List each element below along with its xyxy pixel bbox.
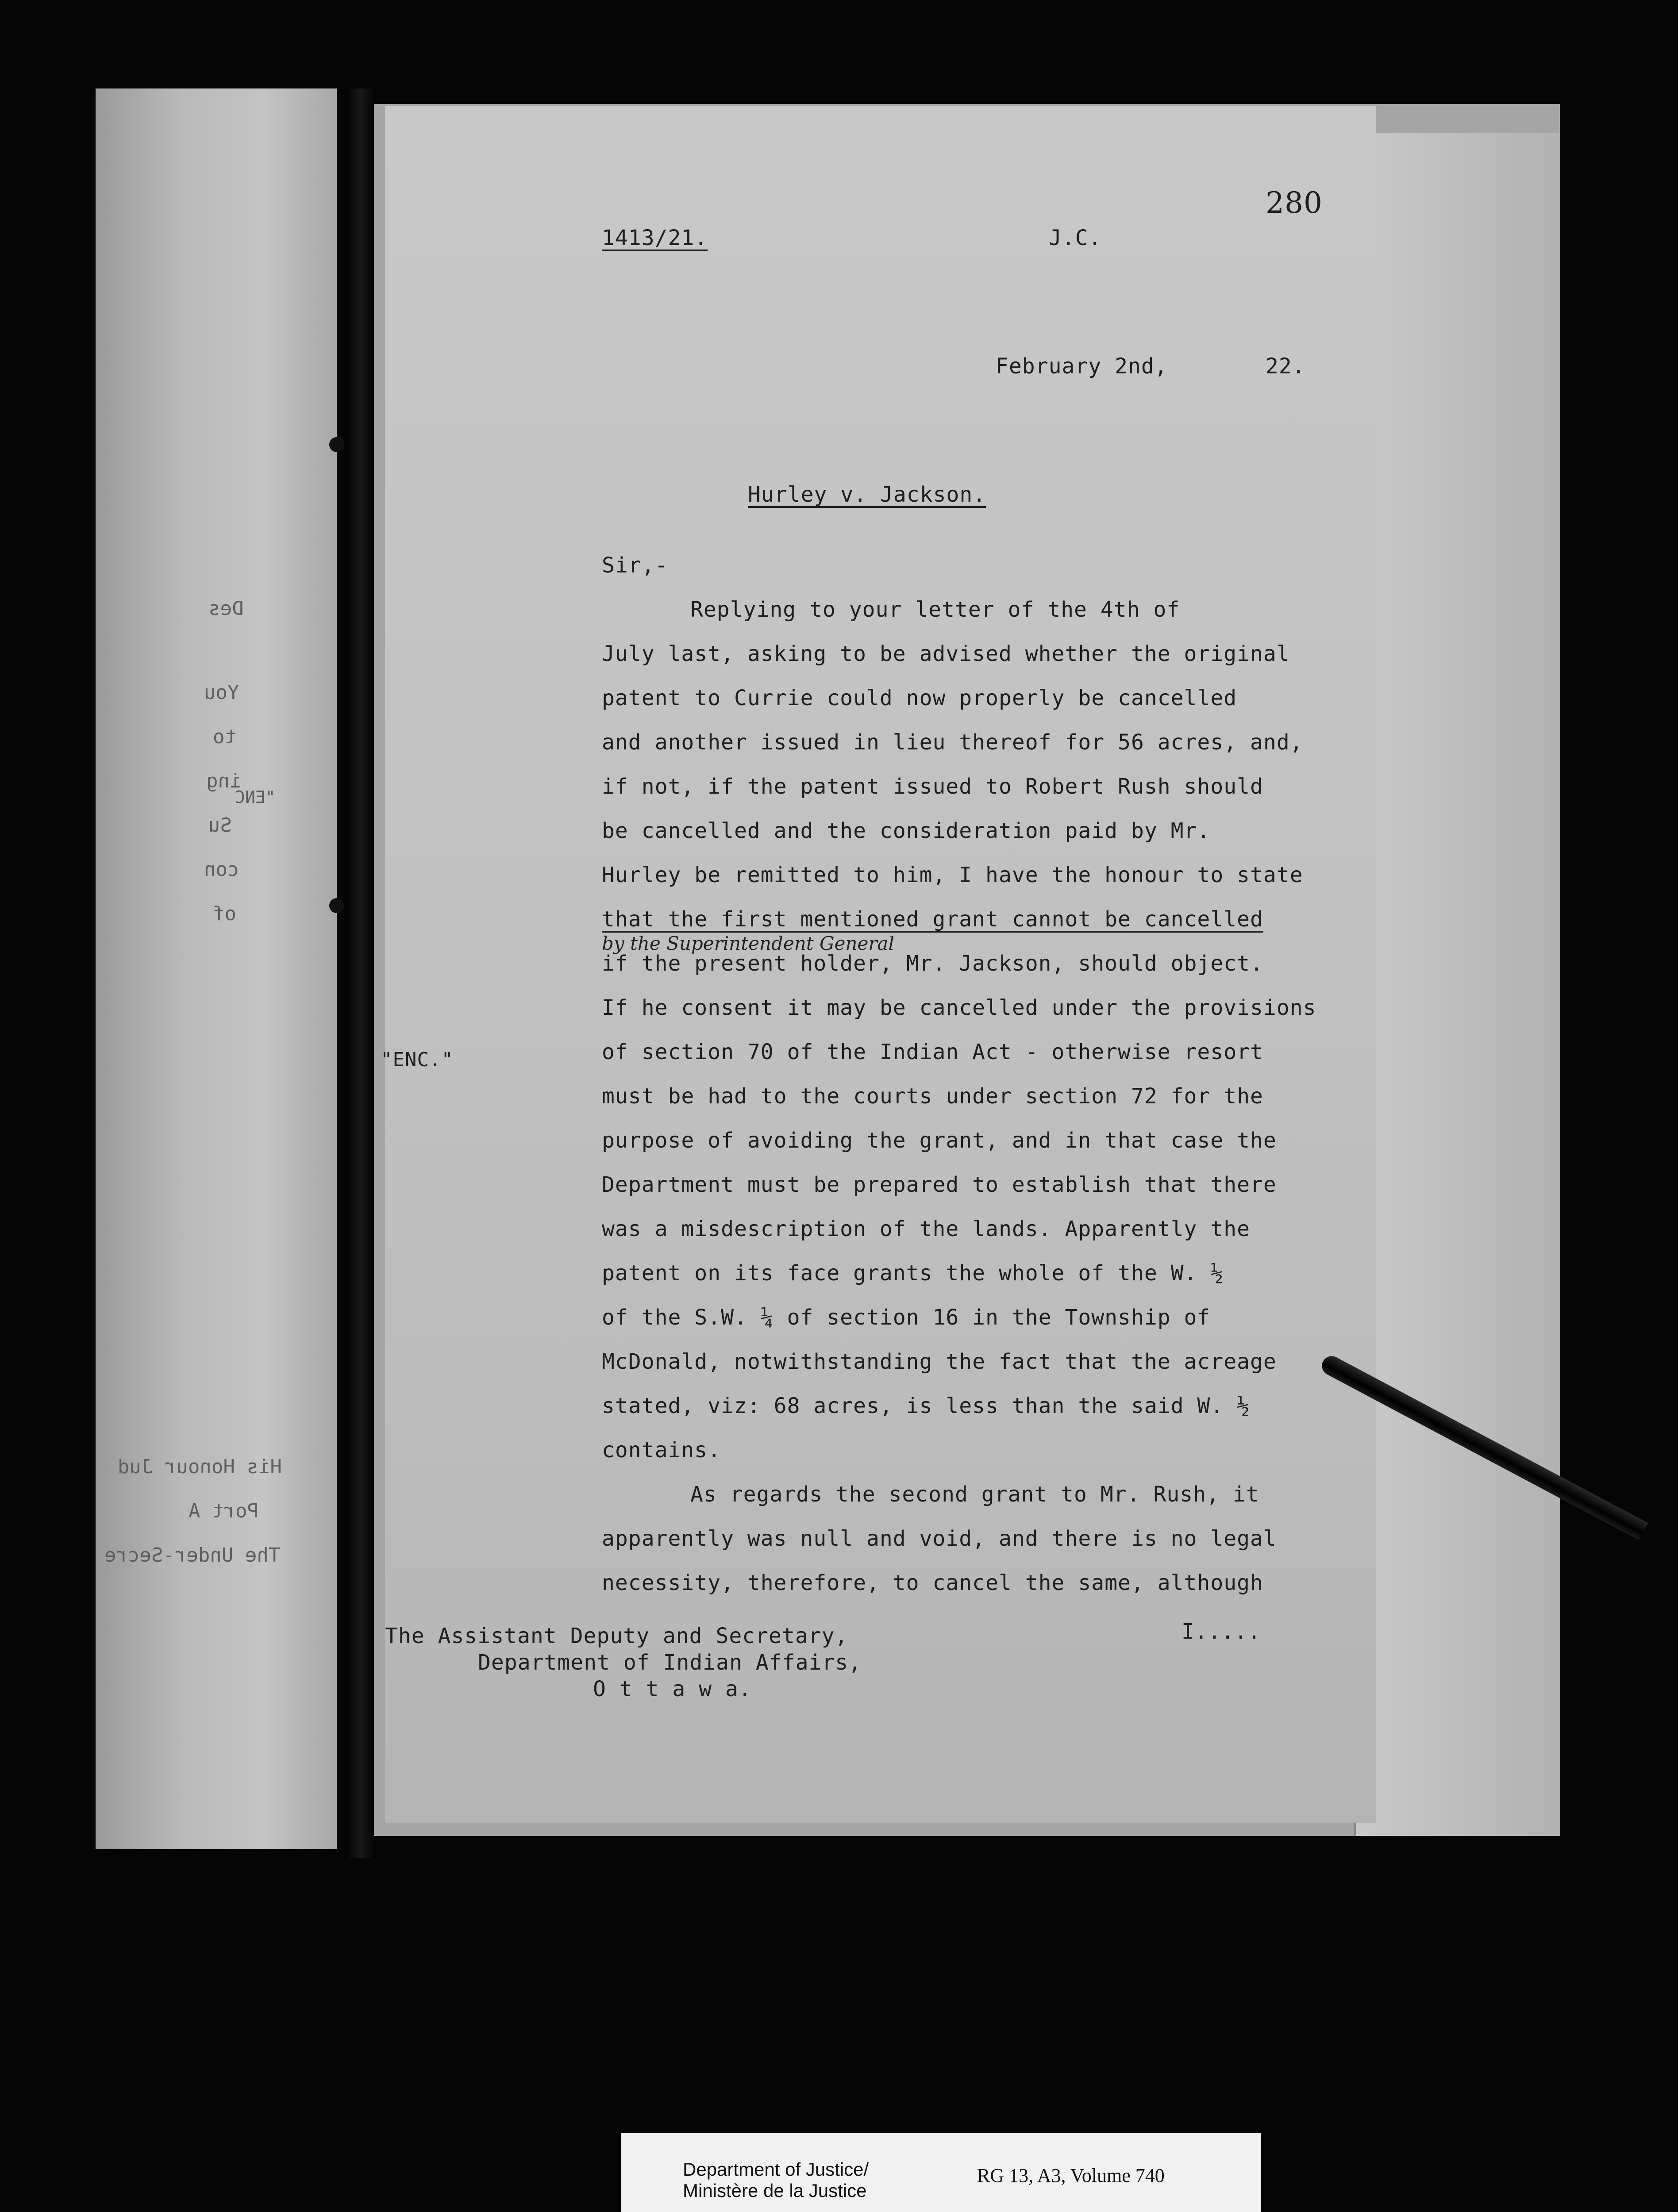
letter-date: February 2nd, xyxy=(996,354,1168,379)
left-page-fragment: His Honour Jud xyxy=(118,1455,282,1478)
body-line: McDonald, notwithstanding the fact that the acreage xyxy=(602,1349,1277,1374)
body-line: was a misdescription of the lands. Apparently the xyxy=(602,1217,1251,1241)
body-line: purpose of avoiding the grant, and in that case the xyxy=(602,1128,1277,1153)
left-page-fragment: ing xyxy=(206,770,242,792)
left-page-fragment: Des xyxy=(208,597,244,620)
left-page-fragment: The Under-Secre xyxy=(104,1544,281,1567)
body-line: Department must be prepared to establish that there xyxy=(602,1172,1277,1197)
continuation-mark: I..... xyxy=(1182,1619,1261,1644)
body-line: If he consent it may be cancelled under the provisions xyxy=(602,995,1316,1020)
body-line: apparently was null and void, and there is no legal xyxy=(602,1526,1277,1551)
body-line: patent to Currie could now properly be cancelled xyxy=(602,686,1237,710)
left-page-fragment: "ENC xyxy=(235,787,276,807)
body-line: Hurley be remitted to him, I have the honour to state xyxy=(602,863,1303,887)
body-line: be cancelled and the consideration paid by Mr. xyxy=(602,818,1211,843)
left-facing-page xyxy=(96,88,337,1849)
letter-title: Hurley v. Jackson. xyxy=(748,482,986,507)
body-line: patent on its face grants the whole of the W. ½ xyxy=(602,1261,1224,1286)
salutation: Sir,- xyxy=(602,553,668,578)
body-line: As regards the second grant to Mr. Rush, it xyxy=(690,1482,1259,1507)
left-page-fragment: You xyxy=(204,681,239,704)
addressee-line: Department of Indian Affairs, xyxy=(478,1650,862,1675)
punch-hole xyxy=(329,437,344,452)
body-line: if the present holder, Mr. Jackson, should object. xyxy=(602,951,1263,976)
handwritten-insert: by the Superintendent General xyxy=(602,933,894,954)
body-line: Replying to your letter of the 4th of xyxy=(690,597,1180,622)
left-page-fragment: Port A xyxy=(189,1500,259,1522)
page-number: 280 xyxy=(1266,186,1323,220)
letter-year: 22. xyxy=(1266,354,1305,379)
archive-reference-label xyxy=(621,2133,1261,2212)
book-gutter xyxy=(345,88,376,1858)
addressee-line: The Assistant Deputy and Secretary, xyxy=(385,1624,848,1648)
body-line: that the first mentioned grant cannot be cancelled xyxy=(602,907,1263,932)
file-reference: 1413/21. xyxy=(602,226,708,250)
left-page-fragment: con xyxy=(204,858,239,881)
body-line: July last, asking to be advised whether the original xyxy=(602,641,1290,666)
body-line: and another issued in lieu thereof for 56 acres, and, xyxy=(602,730,1303,755)
body-line: of the S.W. ¼ of section 16 in the Township of xyxy=(602,1305,1211,1330)
underlying-sheet-edge xyxy=(1354,133,1559,1836)
department-name-french: Ministère de la Justice xyxy=(683,2180,867,2201)
body-line: contains. xyxy=(602,1438,721,1463)
left-page-fragment: Su xyxy=(208,814,232,837)
initials: J.C. xyxy=(1049,226,1102,250)
addressee-line: O t t a w a. xyxy=(593,1677,752,1701)
record-group-reference: RG 13, A3, Volume 740 xyxy=(977,2165,1165,2186)
department-name: Department of Justice/ xyxy=(683,2159,869,2180)
body-line: if not, if the patent issued to Robert Rush should xyxy=(602,774,1263,799)
body-line: necessity, therefore, to cancel the same, although xyxy=(602,1571,1263,1595)
letter-page xyxy=(381,106,1376,1823)
left-page-fragment: of xyxy=(213,902,236,925)
body-line: must be had to the courts under section 72 for the xyxy=(602,1084,1263,1109)
punch-hole xyxy=(329,898,344,913)
left-page-fragment: to xyxy=(213,726,236,748)
body-line: of section 70 of the Indian Act - otherwise resort xyxy=(602,1040,1263,1064)
body-line: stated, viz: 68 acres, is less than the said W. ½ xyxy=(602,1394,1251,1418)
margin-note: "ENC." xyxy=(381,1048,454,1071)
